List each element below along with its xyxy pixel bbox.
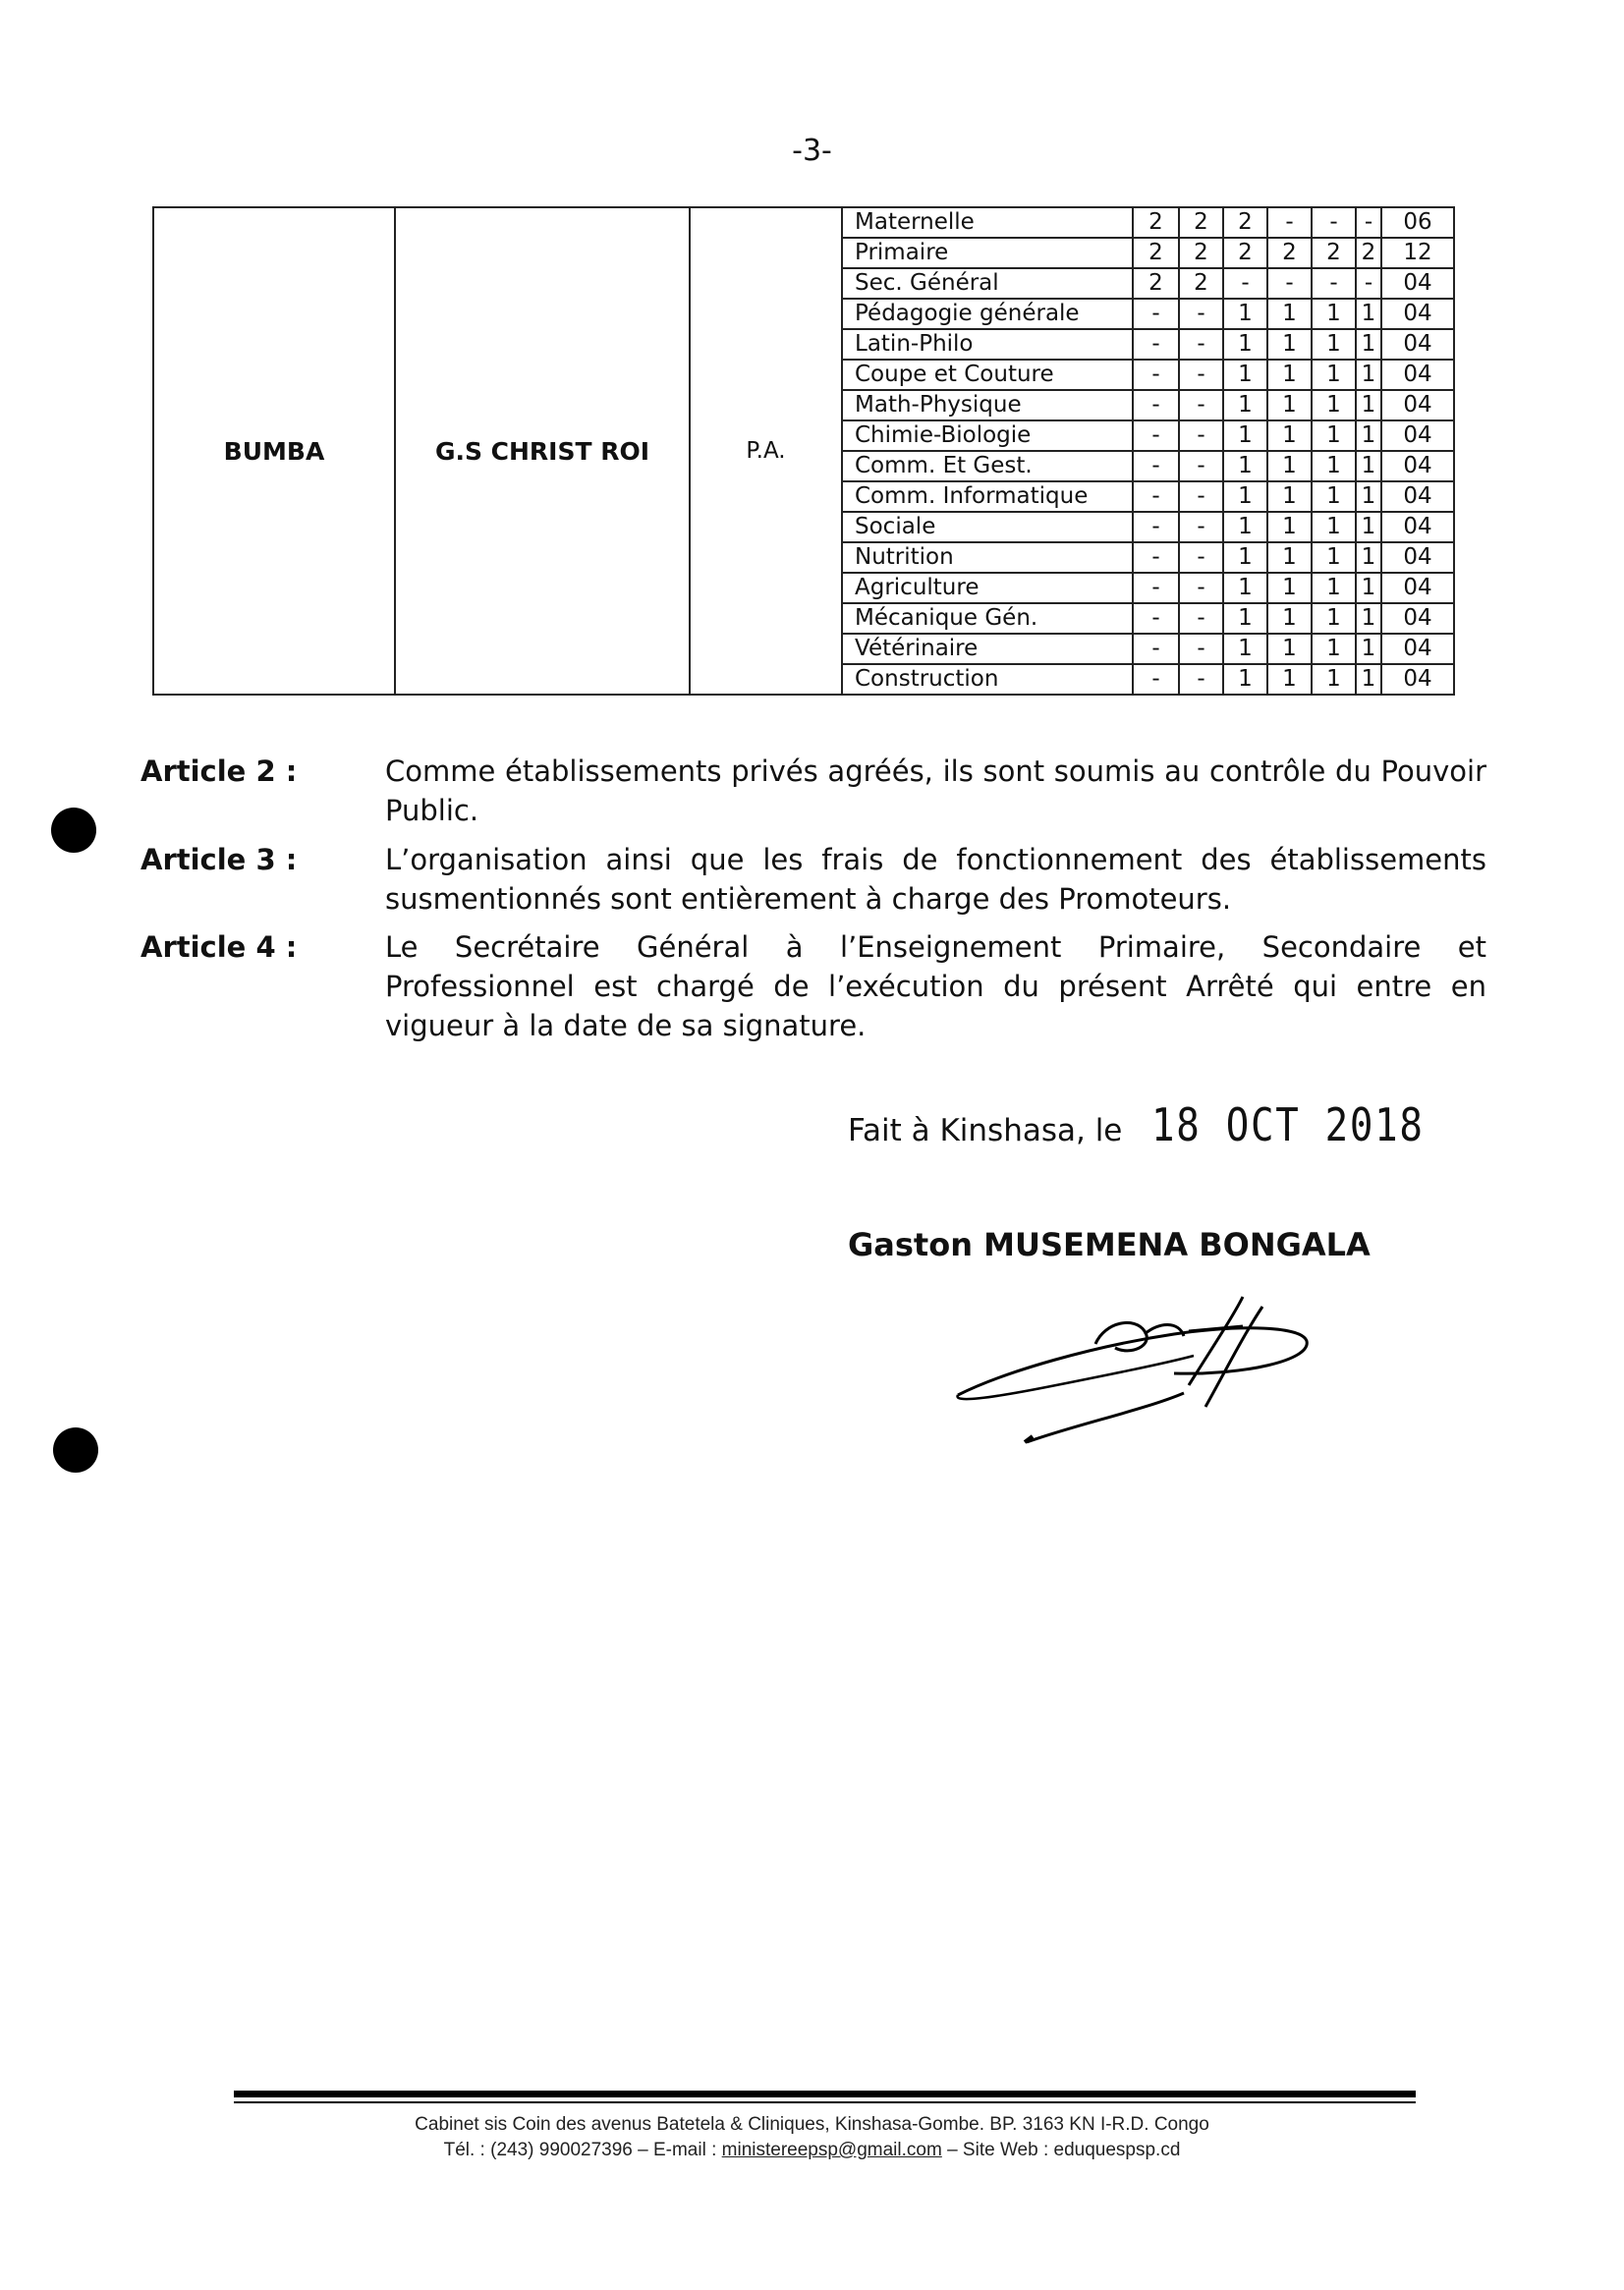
cell-total: 04 [1381, 664, 1454, 695]
table-body [153, 207, 1454, 695]
cell-class-count: 1 [1356, 664, 1381, 695]
cell-class-count: 1 [1312, 603, 1356, 634]
cell-subject: Sec. Général [842, 268, 1133, 299]
cell-class-count: - [1179, 542, 1223, 573]
cell-class-count: 1 [1267, 329, 1312, 360]
cell-class-count: 1 [1223, 573, 1267, 603]
punch-hole-bottom [53, 1427, 98, 1473]
cell-class-count: 1 [1267, 634, 1312, 664]
cell-subject: Math-Physique [842, 390, 1133, 420]
cell-class-count: 2 [1133, 268, 1179, 299]
cell-class-count: - [1312, 268, 1356, 299]
footer-address: Cabinet sis Coin des avenus Batetela & Cliniques, Kinshasa-Gombe. BP. 3163 KN I-R.D. Congo [415, 2114, 1209, 2135]
article-text: L’organisation ainsi que les frais de fonctionnement des établissements susmentionnés sont entièrement à charge des Promoteurs. [385, 843, 1486, 916]
punch-hole-top [51, 808, 96, 853]
cell-class-count: 1 [1223, 451, 1267, 481]
cell-class-count: 1 [1312, 664, 1356, 695]
cell-class-count: 2 [1223, 238, 1267, 268]
cell-class-count: 1 [1312, 420, 1356, 451]
cell-class-count: - [1133, 664, 1179, 695]
cell-class-count: 2 [1179, 207, 1223, 238]
cell-class-count: 1 [1356, 634, 1381, 664]
cell-class-count: - [1133, 542, 1179, 573]
cell-class-count: - [1133, 634, 1179, 664]
cell-province: BUMBA [153, 207, 395, 695]
cell-class-count: 2 [1223, 207, 1267, 238]
cell-class-count: 1 [1312, 451, 1356, 481]
cell-class-count: - [1179, 512, 1223, 542]
cell-class-count: - [1133, 420, 1179, 451]
article-text: Comme établissements privés agréés, ils sont soumis au contrôle du Pouvoir Public. [385, 754, 1486, 827]
cell-class-count: 1 [1267, 573, 1312, 603]
cell-class-count: 1 [1356, 603, 1381, 634]
cell-total: 04 [1381, 268, 1454, 299]
page-number: -3- [792, 134, 832, 168]
cell-class-count: 1 [1267, 451, 1312, 481]
footer-site: – Site Web : eduquespsp.cd [947, 2140, 1181, 2160]
cell-class-count: 1 [1356, 299, 1381, 329]
cell-class-count: 1 [1356, 542, 1381, 573]
cell-class-count: - [1133, 390, 1179, 420]
cell-class-count: 1 [1356, 451, 1381, 481]
cell-class-count: 1 [1356, 360, 1381, 390]
cell-class-count: - [1267, 207, 1312, 238]
cell-class-count: 2 [1133, 238, 1179, 268]
cell-class-count: 1 [1312, 299, 1356, 329]
cell-class-count: 1 [1223, 299, 1267, 329]
cell-class-count: - [1179, 451, 1223, 481]
article-label: Article 3 : [140, 843, 298, 876]
cell-class-count: - [1133, 481, 1179, 512]
cell-total: 06 [1381, 207, 1454, 238]
cell-total: 04 [1381, 390, 1454, 420]
cell-class-count: 1 [1267, 664, 1312, 695]
cell-class-count: 1 [1356, 390, 1381, 420]
cell-total: 04 [1381, 299, 1454, 329]
cell-class-count: 1 [1223, 481, 1267, 512]
footer-rule-thin [234, 2101, 1416, 2103]
cell-class-count: 1 [1267, 542, 1312, 573]
cell-class-count: 1 [1356, 329, 1381, 360]
cell-class-count: 1 [1267, 390, 1312, 420]
cell-class-count: - [1133, 451, 1179, 481]
cell-class-count: - [1179, 420, 1223, 451]
cell-class-count: 1 [1312, 329, 1356, 360]
cell-class-count: 1 [1267, 481, 1312, 512]
cell-class-count: - [1179, 299, 1223, 329]
cell-class-count: 1 [1267, 299, 1312, 329]
cell-subject: Primaire [842, 238, 1133, 268]
cell-class-count: 1 [1356, 420, 1381, 451]
school-subjects-table [152, 206, 1455, 696]
cell-total: 04 [1381, 420, 1454, 451]
cell-total: 04 [1381, 634, 1454, 664]
footer-email-link[interactable]: ministereepsp@gmail.com [721, 2140, 942, 2160]
cell-class-count: 1 [1223, 542, 1267, 573]
cell-class-count: 2 [1133, 207, 1179, 238]
cell-subject: Pédagogie générale [842, 299, 1133, 329]
article [140, 927, 1486, 1045]
cell-class-count: - [1133, 603, 1179, 634]
cell-subject: Nutrition [842, 542, 1133, 573]
cell-total: 04 [1381, 542, 1454, 573]
cell-class-count: 2 [1312, 238, 1356, 268]
article [140, 840, 1486, 919]
cell-class-count: 1 [1267, 360, 1312, 390]
cell-subject: Mécanique Gén. [842, 603, 1133, 634]
cell-class-count: 2 [1179, 238, 1223, 268]
cell-class-count: - [1133, 573, 1179, 603]
cell-class-count: - [1133, 512, 1179, 542]
cell-type: P.A. [690, 207, 842, 695]
cell-total: 12 [1381, 238, 1454, 268]
footer-rule [234, 2091, 1416, 2097]
cell-subject: Comm. Informatique [842, 481, 1133, 512]
cell-class-count: 1 [1223, 420, 1267, 451]
footer-phone: Tél. : (243) 990027396 – E-mail : [443, 2140, 717, 2160]
cell-class-count: 1 [1223, 390, 1267, 420]
cell-class-count: 2 [1356, 238, 1381, 268]
cell-subject: Sociale [842, 512, 1133, 542]
cell-class-count: 1 [1312, 542, 1356, 573]
cell-class-count: - [1179, 360, 1223, 390]
article-text: Le Secrétaire Général à l’Enseignement Primaire, Secondaire et Professionnel est chargé de l’exécution du présent Arrêté qui entre en vigueur à la date de sa signature. [385, 930, 1486, 1042]
cell-subject: Agriculture [842, 573, 1133, 603]
cell-class-count: 2 [1179, 268, 1223, 299]
cell-class-count: 1 [1312, 634, 1356, 664]
footer-contact [0, 2140, 1624, 2161]
cell-subject: Chimie-Biologie [842, 420, 1133, 451]
cell-class-count: 1 [1267, 603, 1312, 634]
signatory-name: Gaston MUSEMENA BONGALA [848, 1226, 1371, 1263]
date-stamp: 18 OCT 2018 [1151, 1098, 1425, 1151]
cell-class-count: - [1356, 207, 1381, 238]
cell-subject: Coupe et Couture [842, 360, 1133, 390]
cell-class-count: 1 [1223, 603, 1267, 634]
cell-total: 04 [1381, 603, 1454, 634]
cell-class-count: 1 [1223, 634, 1267, 664]
cell-total: 04 [1381, 481, 1454, 512]
cell-class-count: - [1179, 573, 1223, 603]
cell-subject: Maternelle [842, 207, 1133, 238]
cell-class-count: - [1356, 268, 1381, 299]
place-date-line [848, 1098, 1473, 1151]
cell-class-count: - [1179, 634, 1223, 664]
cell-subject: Construction [842, 664, 1133, 695]
table-row [153, 207, 1454, 238]
cell-total: 04 [1381, 329, 1454, 360]
article [140, 752, 1486, 830]
cell-class-count: 1 [1312, 512, 1356, 542]
cell-class-count: 1 [1267, 512, 1312, 542]
cell-class-count: 1 [1312, 360, 1356, 390]
cell-class-count: 1 [1223, 664, 1267, 695]
cell-class-count: - [1133, 329, 1179, 360]
place-text: Fait à Kinshasa, le [848, 1113, 1123, 1148]
cell-class-count: 1 [1312, 573, 1356, 603]
cell-class-count: 2 [1267, 238, 1312, 268]
cell-subject: Latin-Philo [842, 329, 1133, 360]
cell-class-count: - [1223, 268, 1267, 299]
cell-class-count: 1 [1223, 360, 1267, 390]
cell-class-count: - [1312, 207, 1356, 238]
article-label: Article 2 : [140, 754, 298, 788]
cell-school: G.S CHRIST ROI [395, 207, 690, 695]
cell-class-count: 1 [1267, 420, 1312, 451]
cell-class-count: 1 [1223, 329, 1267, 360]
cell-class-count: - [1133, 299, 1179, 329]
cell-total: 04 [1381, 512, 1454, 542]
cell-total: 04 [1381, 573, 1454, 603]
cell-class-count: 1 [1312, 390, 1356, 420]
cell-class-count: - [1179, 481, 1223, 512]
handwritten-signature [948, 1277, 1321, 1454]
cell-class-count: 1 [1223, 512, 1267, 542]
cell-class-count: 1 [1312, 481, 1356, 512]
cell-class-count: - [1179, 390, 1223, 420]
cell-class-count: 1 [1356, 573, 1381, 603]
cell-class-count: 1 [1356, 512, 1381, 542]
cell-total: 04 [1381, 360, 1454, 390]
cell-class-count: 1 [1356, 481, 1381, 512]
cell-subject: Vétérinaire [842, 634, 1133, 664]
cell-class-count: - [1179, 603, 1223, 634]
cell-class-count: - [1133, 360, 1179, 390]
cell-total: 04 [1381, 451, 1454, 481]
cell-class-count: - [1179, 664, 1223, 695]
cell-subject: Comm. Et Gest. [842, 451, 1133, 481]
cell-class-count: - [1179, 329, 1223, 360]
article-label: Article 4 : [140, 930, 298, 964]
cell-class-count: - [1267, 268, 1312, 299]
